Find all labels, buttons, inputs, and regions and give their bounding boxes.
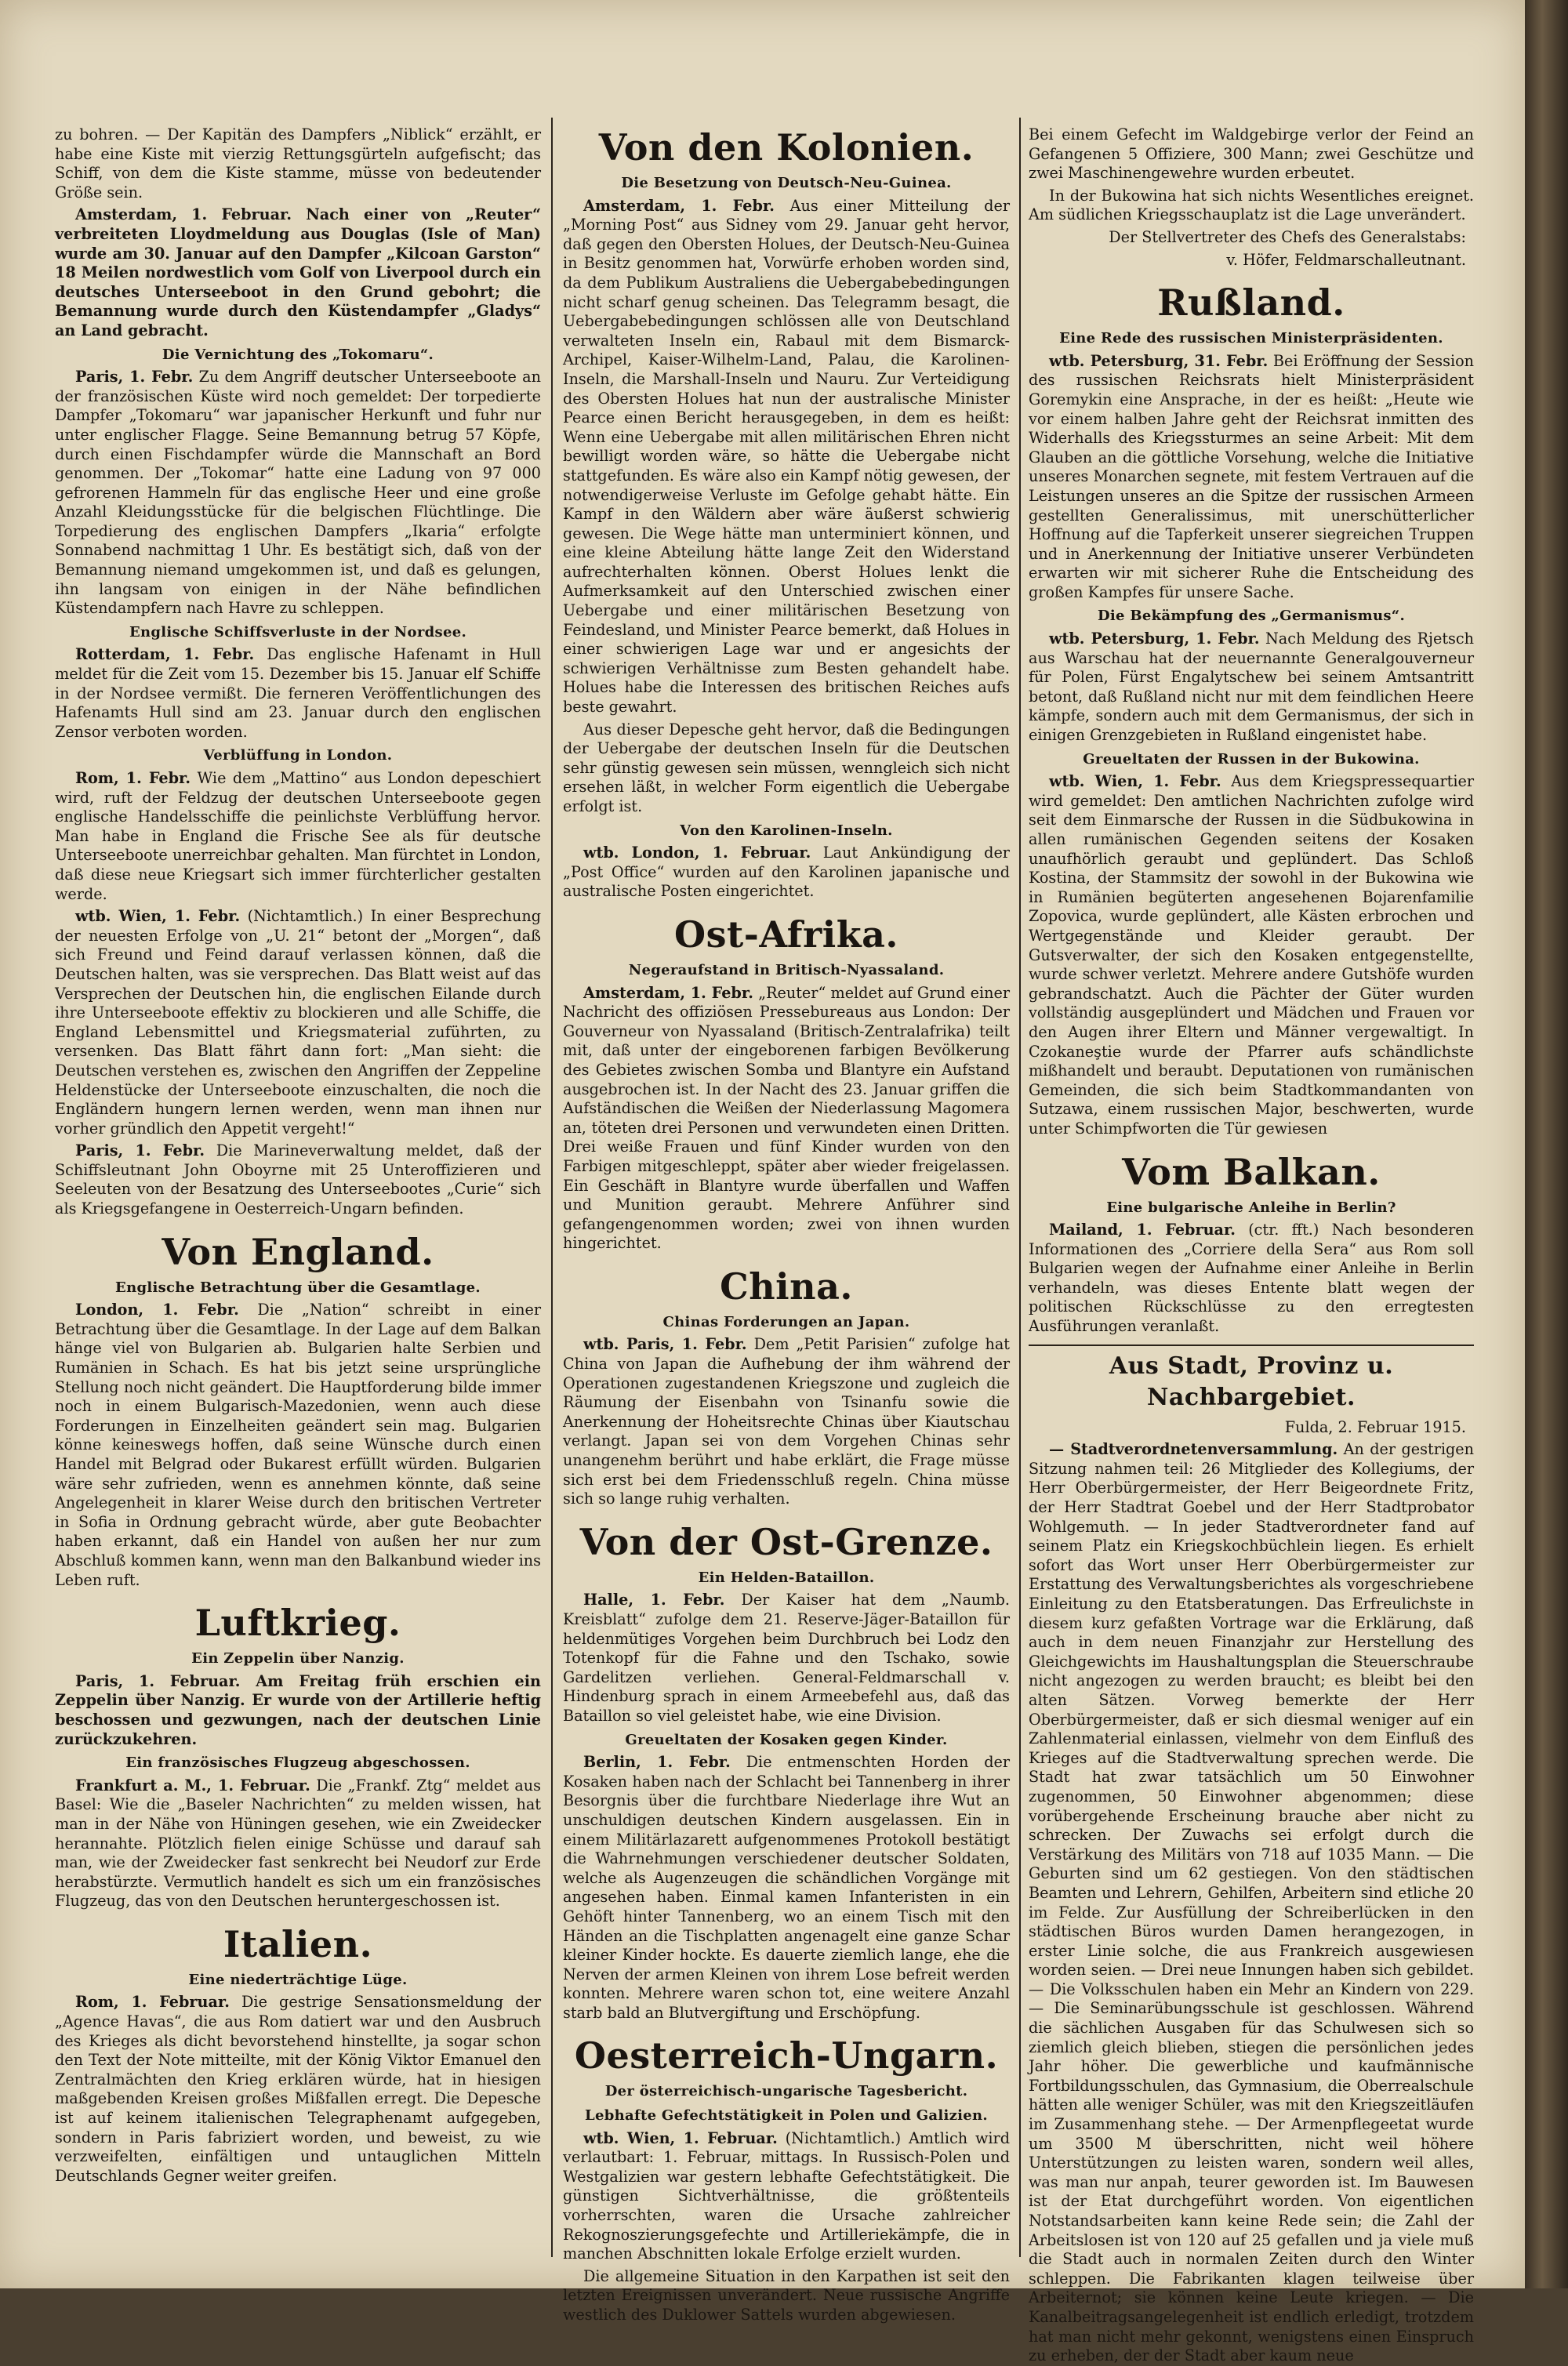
section-heading: Vom Balkan. (1122, 1150, 1381, 1193)
section-heading: Von den Kolonien. (598, 126, 975, 169)
section-heading: Rußland. (1157, 281, 1345, 325)
paragraph: Paris, 1. Februar. Am Freitag früh erschien ein Zeppelin über Nanzig. Er wurde von der Artillerie heftig beschossen und gezwungen, nach der deutschen Linie zurückzukehren. (55, 1671, 541, 1748)
subheading: Die Besetzung von Deutsch-Neu-Guinea. (621, 175, 952, 191)
paragraph: Amsterdam, 1. Febr. Aus einer Mitteilung der „Morning Post“ aus Sidney vom 29. Januar geht hervor, daß gegen den Obersten Holues, der Deutsch-Neu-Guinea in Besitz genommen hat, Vorwürfe erhoben worden sind, da dem Publikum Australiens die Uebergabebedingungen nicht scharf genug scheinen. Das Telegramm besagt, die Uebergabebedingungen schlössen alle von Deutschland verwalteten Inseln ein, Rabaul mit dem Bismarck-Archipel, Kaiser-Wilhelm-Land, Palau, die Karolinen-Inseln, die Marshall-Inseln und Nauru. Zur Verteidigung des Obersten Holues hat nun der australische Minister Pearce einen Bericht herausgegeben, in dem es heißt: Wenn eine Uebergabe mit allen militärischen Ehren nicht bewilligt worden wäre, so hätte die Uebergabe nicht stattgefunden. Es wäre also ein Kampf nötig gewesen, der notwendigerweise Verluste im Gefolge gehabt hätte. Ein Kampf in den Wäldern aber wäre äußerst schwierig gewesen. Die Wege hätte man unterminiert können, und eine kleine Abteilung hätte lange Zeit den Widerstand aufrechterhalten können. Oberst Holues lenkt die Aufmerksamkeit auf den Unterschied zwischen einer Uebergabe und einer militärischen Besetzung von Feindesland, und Minister Pearce bemerkt, daß Holues in einer schwierigen Lage war und er angesichts der schwierigen Verhältnisse zum Besten gehandelt habe. Holues habe die Interessen des britischen Reiches aufs beste gewahrt. (563, 196, 1010, 717)
subheading: Lebhafte Gefechtstätigkeit in Polen und Galizien. (585, 2107, 988, 2125)
paragraph: Mailand, 1. Februar. (ctr. fft.) Nach besonderen Informationen des „Corriere della Sera“ aus Rom soll Bulgarien wegen der Aufnahme einer Anleihe in Berlin verhandeln, was dieses Entente blatt wegen der politischen Rückschlüsse zu den erregtesten Ausführungen veranlaßt. (1029, 1221, 1474, 1336)
dateline: wtb. Petersburg, 31. Febr. (1049, 351, 1269, 370)
section-heading: Luftkrieg. (194, 1602, 401, 1645)
dateline: Berlin, 1. Febr. (583, 1753, 731, 1772)
paragraph: Die allgemeine Situation in den Karpathen ist seit den letzten Ereignissen unverändert. Neue russische Angriffe westlich des Duklower Sattels wurden abgewiesen. (563, 2266, 1010, 2324)
subheading: Der österreichisch-ungarische Tagesbericht. (604, 2083, 968, 2100)
paragraph-lead: — Stadtverordnetenversammlung. (1049, 1440, 1338, 1459)
paragraph: Rotterdam, 1. Febr. Das englische Hafenamt in Hull meldet für die Zeit vom 15. Dezember bis 15. Januar elf Schiffe in der Nordsee vermißt. Die ferneren Veröffentlichungen des Hafenamts Hull sind am 23. Januar durch den englischen Zensor verboten worden. (55, 645, 541, 741)
paragraph: Amsterdam, 1. Febr. „Reuter“ meldet auf Grund einer Nachricht des offiziösen Pressebureaus aus London: Der Gouverneur von Nyassaland (Britisch-Zentralafrika) teilt mit, daß unter der eingeborenen farbigen Bevölkerung des Gebietes zwischen Somba und Blantyre ein Aufstand ausgebrochen ist. In der Nacht des 23. Januar griffen die Aufständischen die Weißen der Niederlassung Magomera an, töteten drei Personen und verwundeten einen Dritten. Drei weiße Frauen und fünf Kinder wurden von den Farbigen mitgeschleppt, später aber wieder freigelassen. Ein Geschäft in Blantyre wurde überfallen und Waffen und Munition geraubt. Mehrere Anführer sind gefangengenommen worden; zwei von ihnen wurden hingerichtet. (563, 983, 1010, 1253)
subheading: Greueltaten der Kosaken gegen Kinder. (625, 1731, 948, 1748)
signature-line: v. Höfer, Feldmarschalleutnant. (1226, 250, 1466, 269)
dateline: Halle, 1. Febr. (583, 1591, 725, 1609)
dateline: Mailand, 1. Februar. (1049, 1221, 1236, 1239)
subheading: Die Bekämpfung des „Germanismus“. (1097, 608, 1406, 625)
signature-line: Der Stellvertreter des Chefs des Generalstabs: (1109, 227, 1466, 246)
paragraph: Aus dieser Depesche geht hervor, daß die Bedingungen der Uebergabe der deutschen Inseln für die Deutschen sehr günstig gewesen sein müssen, wenngleich sich nicht ersehen läßt, in welcher Form eigentlich die Uebergabe erfolgt ist. (563, 720, 1010, 815)
dateline: wtb. Petersburg, 1. Febr. (1049, 630, 1260, 648)
subheading: Ein Helden-Bataillon. (698, 1569, 875, 1586)
subheading: Negeraufstand in Britisch-Nyassaland. (628, 961, 945, 978)
dateline: Amsterdam, 1. Febr. (583, 983, 753, 1002)
section-heading: Italien. (223, 1922, 373, 1965)
paragraph: Berlin, 1. Febr. Die entmenschten Horden der Kosaken haben nach der Schlacht bei Tannenberg in ihrer Besorgnis über die furchtbare Niederlage ihre Wut an unschuldigen deutschen Kindern ausgelassen. Ein in einem Militärlazarett aufgenommenes Protokoll bestätigt die Wahrnehmungen verschiedener deutscher Soldaten, welche als Augenzeugen die schändlichen Vorgänge mit angesehen haben. Einmal kamen Infanteristen in ein Gehöft hinter Tannenberg, wo an einem Tisch mit den Händen an die Tischplatten angenagelt eine ganze Schar kleiner Kinder hockte. Es dauerte ziemlich lange, ehe die Nerven der armen Kleinen von ihrem Lose befreit werden konnten. Mehrere waren schon tot, eine weitere Anzahl starb bald an Blutvergiftung und Erschöpfung. (563, 1753, 1011, 2022)
paragraph: Paris, 1. Febr. Zu dem Angriff deutscher Unterseeboote an der französischen Küste wird noch gemeldet: Der torpedierte Dampfer „Tokomaru“ war japanischer Herkunft und fuhr nur unter englischer Flagge. Seine Bemannung betrug 57 Köpfe, durch einen Fischdampfer würde die Mannschaft an Bord genommen. Der „Tokomar“ hatte eine Ladung von 97 000 gefrorenen Hammeln für das englische Heer und eine große Anzahl Kleidungsstücke für die belgischen Flüchtlinge. Die Torpedierung des englischen Dampfers „Ikaria“ erfolgte Sonnabend nachmittag 1 Uhr. Es bestätigt sich, daß von der Bemannung niemand umgekommen ist, und daß es gelungen, ihn langsam von einigen in der Nähe befindlichen Küstendampfern nach Havre zu schleppen. (55, 368, 541, 618)
paragraph: wtb. Wien, 1. Februar. (Nichtamtlich.) Amtlich wird verlautbart: 1. Februar, mittags. In Russisch-Polen und Westgalizien war gestern lebhafte Gefechtstätigkeit. Die günstigen Sichtverhältnisse, die größtenteils vorherrschten, waren die Ursache zahlreicher Rekognoszierungsgefechte und Artilleriekämpfe, die in manchen Abschnitten lokale Erfolge erzielt wurden. (563, 2128, 1010, 2263)
dateline: Paris, 1. Febr. (75, 368, 194, 386)
column-3 (1029, 125, 1475, 2365)
dateline: wtb. Wien, 1. Februar. (583, 2128, 778, 2147)
subheading: Greueltaten der Russen in der Bukowina. (1083, 750, 1420, 767)
subheading: Englische Betrachtung über die Gesamtlage. (115, 1279, 481, 1296)
column-2 (563, 125, 1011, 2324)
subheading: Verblüffung in London. (203, 747, 393, 764)
subheading: Eine bulgarische Anleihe in Berlin? (1106, 1199, 1396, 1216)
dateline: Rom, 1. Februar. (75, 1993, 230, 2012)
paragraph: — Stadtverordnetenversammlung. An der gestrigen Sitzung nahmen teil: 26 Mitglieder des Kollegiums, der Herr Oberbürgermeister, der Herr Beigeordnete Fritz, der Herr Stadtrat Goebel und der Herr Stadtprobator Wohlgemuth. — In jeder Stadtverordneter fand auf seinem Platz ein Kriegskochbüchlein liegen. Es erhielt sofort das Wort unser Herr Oberbürgermeister zur Erstattung des Verwaltungsberichtes als vorgeschriebene Einleitung zu den Etatsberatungen. Das Erfreulichste in diesem kurz gefaßten Vortrage war die Erklärung, daß auch in dem neuen Finanzjahr zur Herstellung des Gleichgewichts im Haushaltungsplan die Steuerschraube nicht angezogen zu werden braucht; es bleibt bei den alten Sätzen. Vorweg bemerkte der Herr Oberbürgermeister, daß er sich diesmal weniger auf ein Zahlenmaterial einlassen, vielmehr von dem Einfluß des Krieges auf die Stadtverwaltung sprechen werde. Die Stadt hat zwar tatsächlich um 50 Einwohner zugenommen, 50 Einwohner abgenommen; diese vorübergehende Erscheinung brauche aber nicht zu schrecken. Der Zuwachs sei erfolgt durch die Verstärkung des Militärs von 718 auf 1035 Mann. — Die Geburten sind um 62 gestiegen. Von den städtischen Beamten und Lehrern, Gehilfen, Arbeitern sind etliche 20 im Felde. Zur Ausfüllung der Schreiberlücken in den städtischen Büros wurden Damen herangezogen, in erster Linie solche, die aus Frankreich ausgewiesen worden seien. — Drei neue Innungen haben sich gebildet. — Die Volksschulen haben ein Mehr an Kindern von 229. — Die Seminarübungsschule ist geschlossen. Während die sächlichen Ausgaben für das Schulwesen sich so ziemlich gleich blieben, stiegen die persönlichen jedes Jahr höher. Die gewerbliche und kaufmännische Fortbildungsschulen, das Gymnasium, die Oberrealschule hätten alle weniger Schüler, was mit den Kriegszeitläufen im Zusammenhang stehe. — Der Armenpflegeetat wurde um 3500 M überschritten, nicht weil höhere Unterstützungen zu leisten waren, sondern weil alles, was man nur anpah, teurer geworden ist. Im Bauwesen ist der Etat durchgeführt worden. Von eigentlichen Notstandsarbeiten kann keine Rede sein; die Zahl der Arbeitslosen ist von 120 auf 25 gefallen und ja viele muß die Stadt auch in normalen Zeiten durch den Winter schleppen. Die Fabrikanten klagen teilweise über Arbeiternot; sie können keine Leute kriegen. — Die Kanalbeitragsangelegenheit ist endlich erledigt, trotzdem hat man nicht mehr gekonnt, wenigstens einen Einspruch zu erheben, der der Stadt aber kaum neue (1029, 1440, 1474, 2365)
section-heading: Von der Ost-Grenze. (579, 1520, 993, 1563)
paragraph: Halle, 1. Febr. Der Kaiser hat dem „Naumb. Kreisblatt“ zufolge dem 21. Reserve-Jäger-Bataillon für heldenmütiges Vorgehen beim Durchbruch bei Lodz den Totenkopf für die Fahne und den Tschako, sowie Gardelitzen verliehen. General-Feldmarschall v. Hindenburg sprach in einem Armeebefehl aus, daß das Bataillon so viel geleistet habe, wie eine Division. (563, 1591, 1010, 1725)
dateline: London, 1. Febr. (75, 1301, 239, 1319)
subheading: Von den Karolinen-Inseln. (680, 822, 893, 839)
dateline: wtb. London, 1. Februar. (583, 844, 811, 862)
dateline: Rom, 1. Febr. (75, 769, 191, 787)
column-rule (551, 118, 553, 2257)
subheading: Die Vernichtung des „Tokomaru“. (162, 346, 434, 363)
column-rule (1019, 118, 1021, 2257)
section-heading: Von England. (162, 1230, 434, 1273)
section-heading: China. (720, 1265, 853, 1308)
paragraph: wtb. London, 1. Februar. Laut Ankündigung der „Post Office“ wurden auf den Karolinen japanische und australische Posten eingerichtet. (563, 844, 1010, 901)
paragraph: Rom, 1. Februar. Die gestrige Sensationsmeldung der „Agence Havas“, die aus Rom datiert war und den Ausbruch des Krieges als dicht bevorstehend hinstellte, ja sogar schon den Text der Note mitteilte, mit der König Viktor Emanuel den Zentralmächten den Krieg erklären würde, hat in hiesigen maßgebenden Kreisen großes Mißfallen erregt. Die Depesche ist auf keinem italienischen Telegraphenamt aufgegeben, sondern in Paris fabriziert worden, und beweist, zu wie verzweifelten, einfältigen und untauglichen Mitteln Deutschlands Gegner weiter greifen. (55, 1993, 541, 2185)
dateline: Fulda, 2. Februar 1915. (1284, 1417, 1466, 1436)
section-heading: Aus Stadt, Provinz u. Nachbargebiet. (1109, 1352, 1394, 1411)
section-separator (1029, 1344, 1474, 1346)
paragraph: London, 1. Febr. Die „Nation“ schreibt in einer Betrachtung über die Gesamtlage. In der Lage auf dem Balkan hänge viel von Bulgarien ab. Bulgarien halte Serbien und Rumänien in Schach. Es hat bis jetzt seine ursprüngliche Stellung noch nicht geändert. Die Hauptforderung bilde immer noch in einem Bulgarisch-Mazedonien, wenn auch diese Forderungen in Einzelheiten geändert sein mag. Bulgarien könne keineswegs hoffen, daß seine Wünsche durch einen Handel mit Belgrad oder Bukarest erfüllt würden. Bulgarien wäre sehr zufrieden, wenn es annehmen könnte, daß seine Angelegenheit in klarer Weise durch den britischen Vertreter in Sofia in Ordnung gebracht würde, aber gute Beobachter haben erkannt, daß ein Handel von außen her nur zum Abschluß kommen kann, wenn man den Balkanbund wieder ins Leben ruft. (55, 1301, 541, 1589)
subheading: Englische Schiffsverluste in der Nordsee. (129, 623, 467, 640)
column-1 (55, 125, 541, 2257)
subheading: Chinas Forderungen an Japan. (662, 1313, 910, 1330)
paragraph: wtb. Petersburg, 31. Febr. Bei Eröffnung der Session des russischen Reichsrats hielt Ministerpräsident Goremykin eine Ansprache, in der es heißt: „Heute wie vor einem halben Jahre geht der Reichsrat inmitten des Widerhalls des Kriegssturmes an seine Arbeit: Mit dem Glauben an die göttliche Vorsehung, welche die Initiative unseres Monarchen segnete, mit festem Vertrauen auf die Leistungen unseres an die Spitze der russischen Armeen gestellten Generalissimus, mit unerschütterlicher Hoffnung auf die Tapferkeit unserer siegreichen Truppen und in Anerkennung der Initiative unserer Verbündeten erwarten wir mit sicherer Ruhe die Entscheidung des großen Kampfes für unsere Sache. (1029, 351, 1475, 601)
section-heading: Ost-Afrika. (674, 913, 898, 956)
dateline: wtb. Wien, 1. Febr. (75, 907, 241, 926)
subheading: Ein Zeppelin über Nanzig. (191, 1650, 405, 1667)
paragraph: wtb. Wien, 1. Febr. (Nichtamtlich.) In einer Besprechung der neuesten Erfolge von „U. 21“ betont der „Morgen“, daß sich Freund und Feind darauf verlassen können, daß die Deutschen halten, was sie versprechen. Das Blatt weist auf das Versprechen der Deutschen hin, die englischen Eilande durch ihre Unterseeboote effektiv zu blockieren und alle Schiffe, die England Lebensmittel und Kriegsmaterial zuführten, zu versenken. Das Blatt fährt dann fort: „Man sieht: die Deutschen verstehen es, zwischen den Angriffen der Zeppeline Heldenstücke der Unterseeboote einzuschalten, die noch die Engländern hungern lernen werden, wenn man ihnen nur vorher gründlich den Appetit vergeht!“ (55, 907, 542, 1138)
paragraph: Amsterdam, 1. Februar. Nach einer von „Reuter“ verbreiteten Lloydmeldung aus Douglas (Isle of Man) wurde am 30. Januar auf den Dampfer „Kilcoan Garston“ 18 Meilen nordwestlich vom Golf von Liverpool durch ein deutsches Unterseeboot in den Grund gebohrt; die Bemannung wurde durch den Küstendampfer „Gladys“ an Land gebracht. (55, 205, 541, 339)
paragraph: wtb. Wien, 1. Febr. Aus dem Kriegspressequartier wird gemeldet: Den amtlichen Nachrichten zufolge wird seit dem Einmarsche der Russen in die Südbukowina in allen rumänischen Gegenden seitens der Kosaken unaufhörlich geraubt und geplündert. Das Schloß Kostina, der Stammsitz der sowohl in der Bukowina wie in Rumänien begüterten angesehenen Bojarenfamilie Zopovica, wurde geplündert, alle Kästen erbrochen und Wertgegenstände und Kleider geraubt. Der Gutsverwalter, der sich den Kosaken entgegenstellte, wurde schwer verletzt. Mehrere andere Gutshöfe wurden gebrandschatzt. Auch die Pächter der Güter wurden vollständig ausgeplündert und Mädchen und Frauen vor den Augen ihrer Eltern und Männer vergewaltigt. In Czokaneştie wurde der Pfarrer aufs schändlichste mißhandelt und beraubt. Deputationen von rumänischen Gemeinden, die sich beim Stadtkommandanten von Sutzawa, einem russischen Major, beschwerten, wurde unter Schimpfworten die Tür gewiesen (1029, 772, 1474, 1138)
paragraph: In der Bukowina hat sich nichts Wesentliches ereignet. Am südlichen Kriegsschauplatz ist die Lage unverändert. (1029, 186, 1474, 224)
subheading: Eine Rede des russischen Ministerpräsidenten. (1059, 330, 1443, 347)
paragraph: Paris, 1. Febr. Die Marineverwaltung meldet, daß der Schiffsleutnant John Oboyrne mit 25 Unteroffizieren und Seeleuten von der Besatzung des Unterseebootes „Curie“ sich als Kriegsgefangene in Oesterreich-Ungarn befinden. (55, 1141, 541, 1218)
paragraph: wtb. Petersburg, 1. Febr. Nach Meldung des Rjetsch aus Warschau hat der neuernannte Generalgouverneur für Polen, Fürst Engalytschew bei seinem Amtsantritt betont, daß Rußland nicht nur mit dem feindlichen Heere kämpfe, sondern auch mit dem Germanismus, der sich in einigen Grenzgebieten in Rußland eingenistet habe. (1029, 630, 1474, 745)
subheading: Ein französisches Flugzeug abgeschossen. (125, 1755, 470, 1772)
dateline: Amsterdam, 1. Februar. (75, 205, 292, 224)
dateline: Paris, 1. Februar. (75, 1671, 241, 1690)
dateline: Frankfurt a. M., 1. Februar. (75, 1776, 310, 1794)
paragraph: wtb. Paris, 1. Febr. Dem „Petit Parisien“ zufolge hat China von Japan die Aufhebung der ihm während der Operationen zugestandenen Kriegszone und zugleich die Räumung der Eisenbahn von Tsinanfu sowie die Anerkennung der Hoheitsrechte Chinas über Kiautschau verlangt. Japan sei von dem Vorgehen Chinas sehr unangenehm berührt und habe erklärt, die Frage müsse sich erst bei dem Friedensschluß regeln. China müsse sich so lange ruhig verhalten. (563, 1335, 1010, 1508)
paragraph: Rom, 1. Febr. Wie dem „Mattino“ aus London depeschiert wird, ruft der Feldzug der deutschen Unterseeboote gegen englische Handelsschiffe die peinlichste Verblüffung hervor. Man habe in England die Frische See als für deutsche Unterseeboote unerreichbar gehalten. Man fürchtet in London, daß diese neue Kriegsart sich immer fürchterlicher gestalten werde. (55, 769, 541, 903)
section-heading: Oesterreich-Ungarn. (574, 2034, 999, 2078)
subheading: Eine niederträchtige Lüge. (188, 1971, 408, 1988)
dateline: Rotterdam, 1. Febr. (75, 645, 255, 664)
dateline: Amsterdam, 1. Febr. (583, 196, 775, 215)
paragraph: Frankfurt a. M., 1. Februar. Die „Frankf. Ztg“ meldet aus Basel: Wie die „Baseler Nachrichten“ zu melden wissen, hat man in der Nähe von Hüningen gesehen, wie ein Zweidecker herannahte. Plötzlich fielen einige Schüsse und darauf sah man, wie der Zweidecker fast senkrecht bei Neudorf zur Erde herabstürzte. Vermutlich handelt es sich um ein französisches Flugzeug, das von den Deutschen heruntergeschossen ist. (55, 1776, 541, 1911)
paragraph: Bei einem Gefecht im Waldgebirge verlor der Feind an Gefangenen 5 Offiziere, 300 Mann; zwei Geschütze und zwei Maschinengewehre wurden erbeutet. (1029, 125, 1474, 183)
dateline: Paris, 1. Febr. (75, 1141, 205, 1160)
dateline: wtb. Paris, 1. Febr. (583, 1335, 747, 1354)
paragraph: zu bohren. — Der Kapitän des Dampfers „Niblick“ erzählt, er habe eine Kiste mit vierzig Rettungsgürteln aufgefischt; das Schiff, von dem die Kiste stamme, müsse von bedeutender Größe sein. (55, 125, 541, 201)
dateline: wtb. Wien, 1. Febr. (1049, 772, 1221, 791)
page-edge (1525, 0, 1568, 2288)
